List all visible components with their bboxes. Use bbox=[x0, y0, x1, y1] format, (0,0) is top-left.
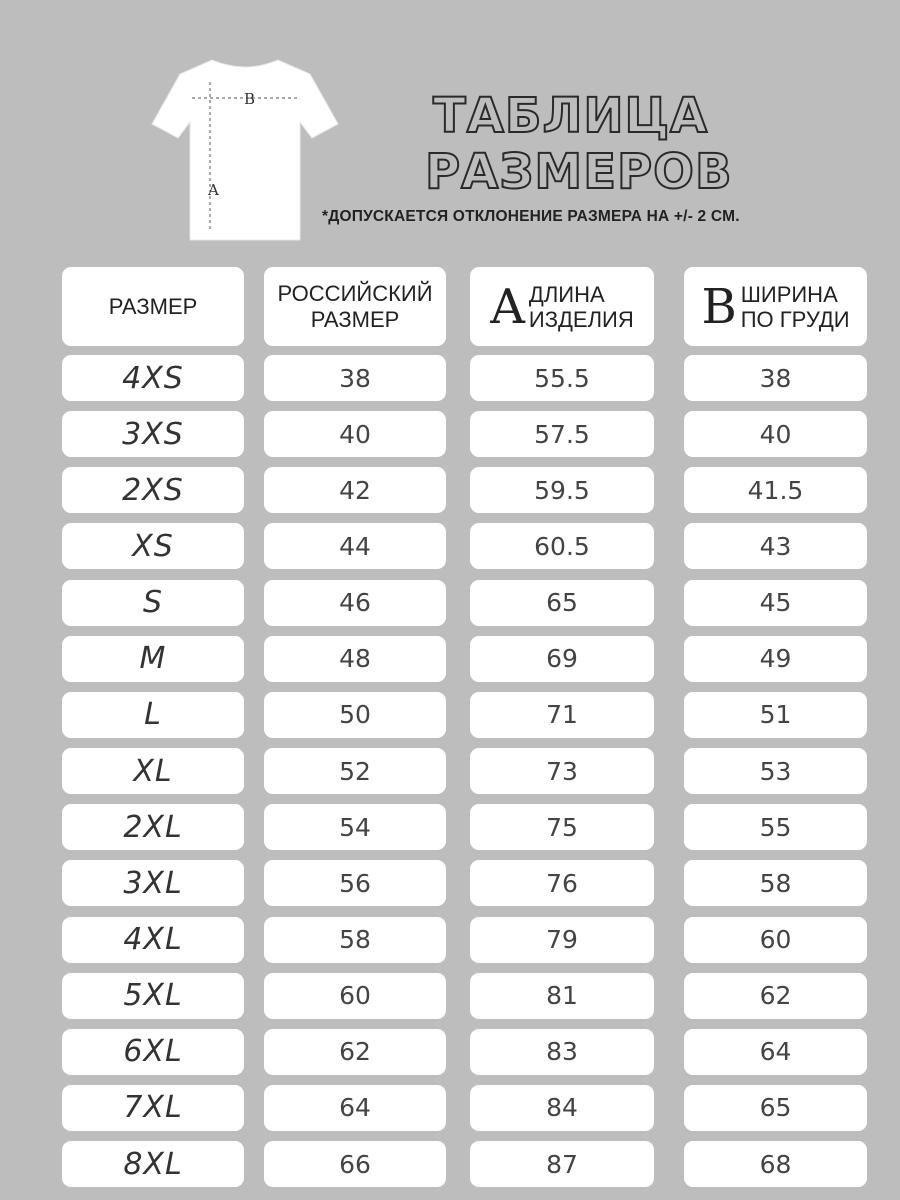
cell-width-value: 60 bbox=[759, 925, 792, 954]
cell-width-value: 64 bbox=[759, 1037, 792, 1067]
cell-size bbox=[62, 1085, 244, 1131]
cell-length bbox=[470, 580, 654, 626]
cell-width-value: 43 bbox=[759, 531, 792, 561]
cell-size-value: 8XL bbox=[123, 1146, 183, 1182]
header-width-line2: ПО ГРУДИ bbox=[740, 306, 850, 332]
cell-russian-size-value: 50 bbox=[339, 700, 371, 730]
cell-length bbox=[470, 523, 654, 569]
cell-russian-size-value: 44 bbox=[339, 531, 371, 561]
cell-length-value: 59.5 bbox=[534, 475, 590, 505]
cell-width bbox=[684, 692, 867, 738]
cell-russian-size bbox=[264, 860, 446, 906]
cell-size bbox=[62, 748, 244, 794]
cell-russian-size bbox=[264, 804, 446, 850]
cell-russian-size bbox=[264, 355, 446, 401]
cell-russian-size bbox=[264, 1141, 446, 1187]
cell-length bbox=[470, 917, 654, 963]
cell-length-value: 81 bbox=[546, 981, 578, 1011]
cell-size bbox=[62, 973, 244, 1019]
label-a: A bbox=[208, 181, 219, 199]
tshirt-shape bbox=[152, 60, 338, 240]
length-letter: A bbox=[490, 278, 525, 335]
cell-size-value: 6XL bbox=[123, 1034, 183, 1070]
cell-size bbox=[62, 523, 244, 569]
cell-width bbox=[684, 523, 867, 569]
cell-width-value: 51 bbox=[759, 700, 792, 730]
tshirt-diagram bbox=[150, 52, 340, 247]
cell-russian-size-value: 42 bbox=[339, 475, 371, 505]
cell-length-value: 60.5 bbox=[534, 531, 590, 561]
cell-size bbox=[62, 1141, 244, 1187]
cell-length-value: 73 bbox=[546, 756, 578, 786]
cell-length-value: 83 bbox=[546, 1037, 578, 1067]
cell-russian-size bbox=[264, 580, 446, 626]
cell-size-value: 4XS bbox=[122, 360, 184, 396]
cell-russian-size-value: 66 bbox=[339, 1149, 371, 1179]
cell-size-value: XL bbox=[133, 753, 173, 789]
cell-russian-size-value: 46 bbox=[339, 588, 371, 618]
cell-size-value: 4XL bbox=[123, 922, 183, 957]
title-line-1: ТАБЛИЦА bbox=[433, 88, 709, 144]
cell-russian-size-value: 38 bbox=[339, 363, 371, 393]
cell-size-value: 3XL bbox=[123, 865, 183, 901]
cell-length bbox=[470, 355, 654, 401]
header-size-label: РАЗМЕР bbox=[108, 293, 198, 319]
cell-size-value: XS bbox=[132, 528, 174, 564]
cell-size-value: L bbox=[144, 697, 162, 733]
cell-width-value: 62 bbox=[759, 981, 792, 1011]
cell-length bbox=[470, 636, 654, 682]
cell-size bbox=[62, 411, 244, 457]
cell-russian-size bbox=[264, 411, 446, 457]
cell-russian-size-value: 60 bbox=[339, 981, 371, 1011]
cell-russian-size-value: 62 bbox=[339, 1037, 371, 1067]
cell-russian-size bbox=[264, 692, 446, 738]
cell-size bbox=[62, 1029, 244, 1075]
cell-russian-size bbox=[264, 1029, 446, 1075]
cell-length bbox=[470, 804, 654, 850]
cell-width bbox=[684, 355, 867, 401]
header-russian-size bbox=[264, 267, 446, 346]
cell-width-value: 49 bbox=[759, 644, 792, 674]
cell-russian-size-value: 64 bbox=[339, 1093, 371, 1123]
cell-width bbox=[684, 467, 867, 513]
cell-width-value: 38 bbox=[759, 363, 792, 393]
cell-length bbox=[470, 467, 654, 513]
cell-russian-size-value: 52 bbox=[339, 756, 371, 786]
cell-russian-size bbox=[264, 973, 446, 1019]
cell-size-value: 3XS bbox=[122, 416, 184, 452]
cell-size-value: M bbox=[139, 641, 167, 677]
cell-width bbox=[684, 580, 867, 626]
label-b: B bbox=[244, 90, 256, 108]
cell-size bbox=[62, 692, 244, 738]
cell-length-value: 55.5 bbox=[534, 363, 590, 393]
cell-length-value: 87 bbox=[546, 1149, 578, 1179]
cell-width-value: 55 bbox=[759, 812, 792, 842]
cell-size-value: 5XL bbox=[123, 978, 183, 1014]
cell-russian-size-value: 56 bbox=[339, 868, 371, 898]
cell-length-value: 79 bbox=[546, 925, 578, 954]
cell-length bbox=[470, 692, 654, 738]
cell-russian-size-value: 48 bbox=[339, 644, 371, 674]
cell-width-value: 58 bbox=[759, 868, 792, 898]
cell-length bbox=[470, 1141, 654, 1187]
cell-size-value: 7XL bbox=[123, 1090, 183, 1126]
cell-width bbox=[684, 411, 867, 457]
cell-width-value: 68 bbox=[759, 1149, 792, 1179]
cell-width-value: 40 bbox=[759, 419, 792, 449]
cell-size bbox=[62, 467, 244, 513]
cell-length-value: 69 bbox=[546, 644, 578, 674]
cell-russian-size bbox=[264, 523, 446, 569]
cell-width-value: 45 bbox=[759, 588, 792, 618]
cell-russian-size bbox=[264, 467, 446, 513]
cell-length bbox=[470, 973, 654, 1019]
cell-russian-size bbox=[264, 636, 446, 682]
cell-length bbox=[470, 411, 654, 457]
cell-length-value: 75 bbox=[546, 812, 578, 842]
cell-size bbox=[62, 860, 244, 906]
cell-russian-size-value: 54 bbox=[339, 812, 371, 842]
cell-length bbox=[470, 1029, 654, 1075]
header-size bbox=[62, 267, 244, 346]
cell-size bbox=[62, 917, 244, 963]
cell-russian-size-value: 58 bbox=[339, 925, 371, 954]
header-russian-line1: РОССИЙСКИЙ bbox=[277, 280, 433, 306]
header-length-line1: ДЛИНА bbox=[528, 281, 605, 307]
width-letter: B bbox=[701, 278, 737, 335]
cell-width bbox=[684, 1085, 867, 1131]
cell-size bbox=[62, 580, 244, 626]
cell-width bbox=[684, 1029, 867, 1075]
header-width-line1: ШИРИНА bbox=[740, 281, 838, 307]
cell-length-value: 84 bbox=[546, 1093, 578, 1123]
cell-size-value: 2XS bbox=[122, 472, 184, 508]
cell-width bbox=[684, 636, 867, 682]
page-title bbox=[425, 88, 733, 200]
cell-size bbox=[62, 804, 244, 850]
cell-russian-size bbox=[264, 917, 446, 963]
title-line-2: РАЗМЕРОВ bbox=[425, 144, 733, 200]
cell-width bbox=[684, 860, 867, 906]
cell-length bbox=[470, 1085, 654, 1131]
cell-russian-size bbox=[264, 748, 446, 794]
cell-length bbox=[470, 748, 654, 794]
header-length-line2: ИЗДЕЛИЯ bbox=[528, 306, 634, 332]
cell-width bbox=[684, 1141, 867, 1187]
cell-length-value: 57.5 bbox=[534, 419, 590, 449]
cell-width bbox=[684, 804, 867, 850]
cell-size-value: S bbox=[142, 585, 164, 621]
cell-size bbox=[62, 636, 244, 682]
cell-length-value: 65 bbox=[546, 588, 578, 618]
header-russian-line2: РАЗМЕР bbox=[310, 306, 400, 332]
cell-russian-size-value: 40 bbox=[339, 419, 371, 449]
cell-length-value: 71 bbox=[546, 700, 578, 730]
cell-width-value: 65 bbox=[759, 1093, 792, 1123]
cell-size bbox=[62, 355, 244, 401]
cell-width bbox=[684, 973, 867, 1019]
cell-width-value: 41.5 bbox=[747, 475, 804, 505]
cell-width bbox=[684, 917, 867, 963]
cell-width bbox=[684, 748, 867, 794]
tolerance-note: *ДОПУСКАЕТСЯ ОТКЛОНЕНИЕ РАЗМЕРА НА +/- 2 СМ. bbox=[322, 208, 740, 225]
header-width bbox=[684, 267, 867, 346]
cell-width-value: 53 bbox=[759, 756, 792, 786]
cell-russian-size bbox=[264, 1085, 446, 1131]
cell-size-value: 2XL bbox=[123, 809, 183, 845]
cell-length bbox=[470, 860, 654, 906]
header-length bbox=[470, 267, 654, 346]
cell-length-value: 76 bbox=[546, 868, 578, 898]
